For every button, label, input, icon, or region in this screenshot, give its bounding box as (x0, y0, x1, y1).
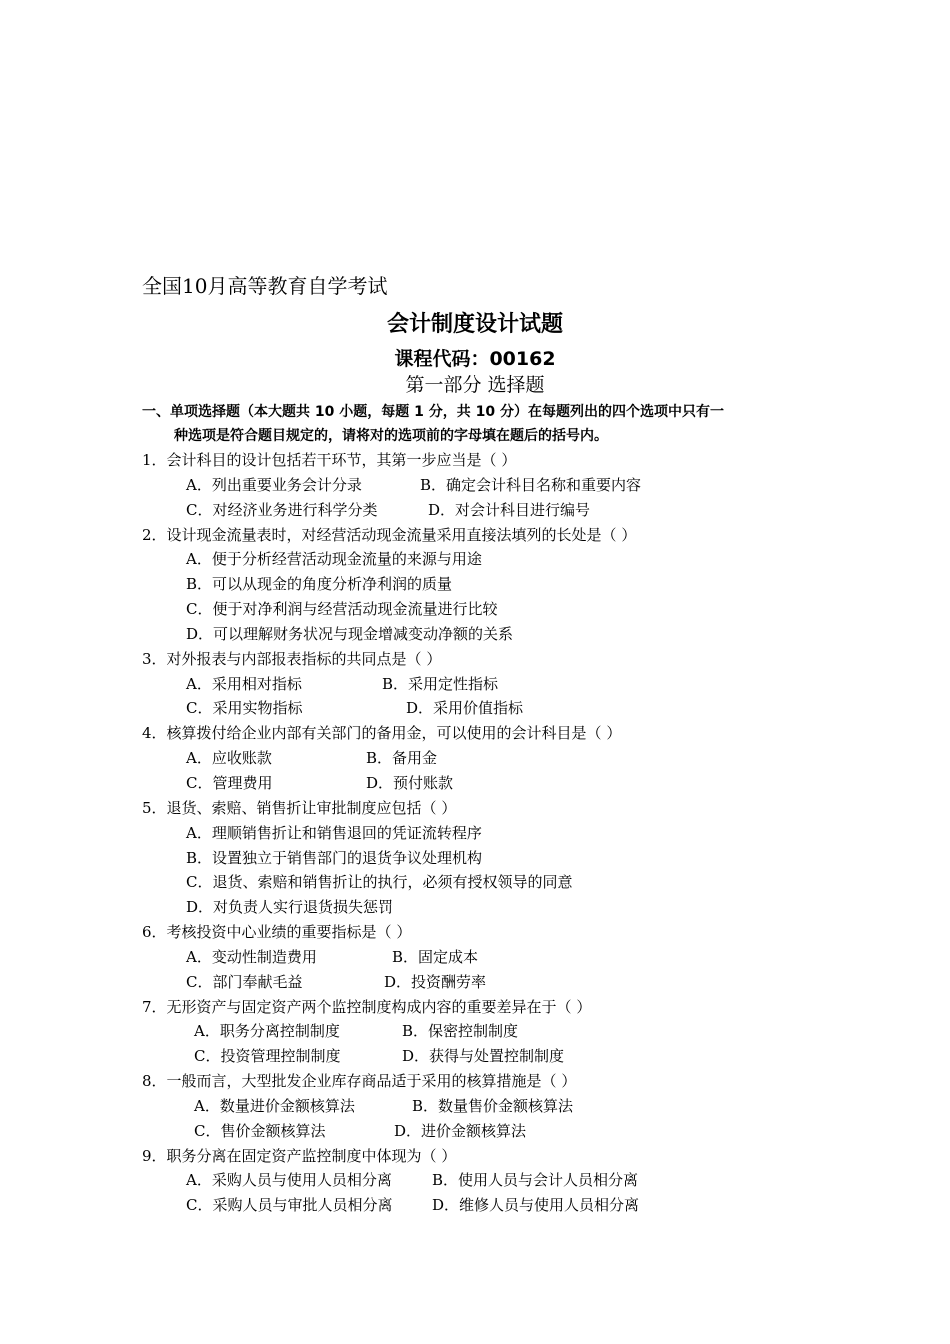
option-c: C．部门奉献毛益 (186, 972, 303, 991)
option-c: C．采购人员与审批人员相分离 (186, 1196, 393, 1215)
option-row (142, 1094, 842, 1119)
option-b: B．使用人员与会计人员相分离 (432, 1171, 639, 1190)
option-row (142, 1168, 842, 1193)
option-a: A．便于分析经营活动现金流量的来源与用途 (186, 550, 482, 569)
section-line-2: 种选项是符合题目规定的，请将对的选项前的字母填在题后的括号内。 (174, 428, 608, 444)
option-c: C．售价金额核算法 (194, 1121, 326, 1140)
option-d: D．投资酬劳率 (384, 972, 487, 991)
option-b: B．固定成本 (392, 947, 479, 966)
option-d: D．采用价值指标 (406, 699, 524, 718)
option-row (142, 945, 842, 970)
option-d: D．进价金额核算法 (394, 1121, 527, 1140)
option-row (142, 970, 842, 995)
option-d: D．获得与处置控制制度 (402, 1047, 565, 1066)
option-d: D．维修人员与使用人员相分离 (432, 1196, 640, 1215)
option-row (142, 1019, 842, 1044)
option-row (142, 672, 842, 697)
option-a: A．采购人员与使用人员相分离 (186, 1171, 392, 1190)
option-a: A．职务分离控制制度 (194, 1022, 340, 1041)
question-stem: 1．会计科目的设计包括若干环节，其第一步应当是（ ） (142, 451, 517, 469)
option-d: D．对负责人实行退货损失惩罚 (186, 898, 394, 917)
option-row (142, 498, 842, 523)
option-row (142, 473, 842, 498)
option-c: C．退货、索赔和销售折让的执行，必须有授权领导的同意 (186, 873, 573, 892)
option-row (142, 746, 842, 771)
course-code: 课程代码：00162 (394, 348, 556, 370)
question-stem: 3．对外报表与内部报表指标的共同点是（ ） (142, 649, 442, 668)
option-b: B．保密控制制度 (402, 1022, 519, 1041)
option-b: B．确定会计科目名称和重要内容 (420, 475, 642, 494)
section-instructions (142, 400, 822, 448)
question-stem: 5．退货、索赔、销售折让审批制度应包括（ ） (142, 798, 457, 817)
section-line-1: 一、单项选择题（本大题共 10 小题，每题 1 分，共 10 分）在每题列出的四个选项中只有一 (142, 404, 724, 420)
question-stem: 6．考核投资中心业绩的重要指标是（ ） (142, 923, 412, 942)
option-a: A．理顺销售折让和销售退回的凭证流转程序 (186, 823, 482, 842)
part-title: 第一部分 选择题 (405, 374, 545, 396)
option-a: A．变动性制造费用 (186, 947, 317, 966)
option-d: D．对会计科目进行编号 (428, 500, 591, 519)
option-b: B．可以从现金的角度分析净利润的质量 (186, 575, 453, 594)
option-d: D．预付账款 (366, 773, 454, 792)
question-stem: 7．无形资产与固定资产两个监控制度构成内容的重要差异在于（ ） (142, 997, 592, 1016)
option-row (142, 696, 842, 721)
option-c: C．采用实物指标 (186, 699, 303, 718)
option-a: A．列出重要业务会计分录 (186, 475, 362, 494)
option-b: B．采用定性指标 (382, 674, 499, 693)
question-stem: 4．核算拨付给企业内部有关部门的备用金，可以使用的会计科目是（ ） (142, 724, 622, 743)
exam-name: 全国10月高等教育自学考试 (142, 274, 388, 298)
option-c: C．便于对净利润与经营活动现金流量进行比较 (186, 600, 498, 619)
option-row (142, 771, 842, 796)
question-list (142, 448, 842, 1218)
option-c: C．管理费用 (186, 773, 273, 792)
question-stem: 9．职务分离在固定资产监控制度中体现为（ ） (142, 1146, 457, 1165)
question-stem: 8．一般而言，大型批发企业库存商品适于采用的核算措施是（ ） (142, 1072, 577, 1091)
option-c: C．投资管理控制制度 (194, 1047, 341, 1066)
option-b: B．设置独立于销售部门的退货争议处理机构 (186, 848, 483, 867)
option-c: C．对经济业务进行科学分类 (186, 500, 378, 519)
option-a: A．数量进价金额核算法 (194, 1096, 355, 1115)
option-row (142, 1119, 842, 1144)
option-b: B．数量售价金额核算法 (412, 1096, 574, 1115)
option-d: D．可以理解财务状况与现金增减变动净额的关系 (186, 624, 514, 643)
option-row (142, 1193, 842, 1218)
option-a: A．采用相对指标 (186, 674, 302, 693)
page-title: 会计制度设计试题 (386, 312, 563, 337)
option-a: A．应收账款 (186, 749, 272, 768)
option-row (142, 1044, 842, 1069)
question-stem: 2．设计现金流量表时，对经营活动现金流量采用直接法填列的长处是（ ） (142, 525, 637, 544)
option-b: B．备用金 (366, 749, 438, 768)
